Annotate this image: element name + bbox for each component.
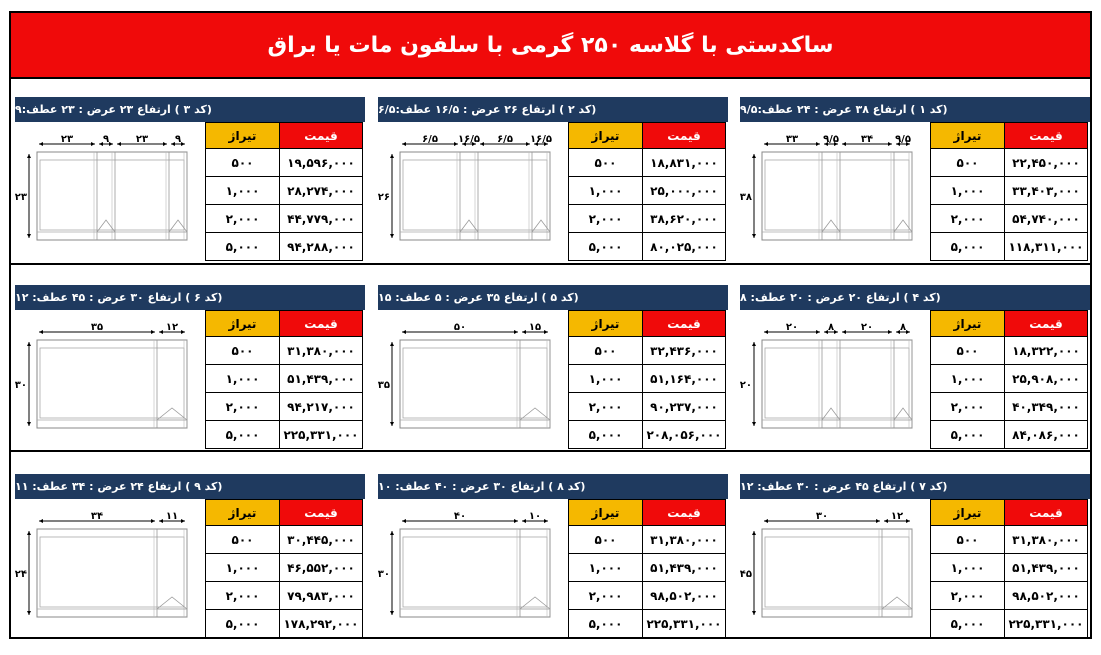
quantity-header: تیراژ xyxy=(931,123,1005,149)
quantity-cell: ۲,۰۰۰ xyxy=(206,582,280,610)
dieline-svg xyxy=(15,501,205,642)
width-dimension-label: ۱۰ xyxy=(528,511,542,522)
quantity-cell: ۵,۰۰۰ xyxy=(569,421,643,449)
price-cell: ۴۰,۳۴۹,۰۰۰ xyxy=(1005,393,1088,421)
dieline-svg xyxy=(378,124,568,265)
table-row xyxy=(569,205,726,233)
quantity-cell: ۱,۰۰۰ xyxy=(931,554,1005,582)
price-cell: ۲۰۸,۰۵۶,۰۰۰ xyxy=(643,421,726,449)
dieline-svg xyxy=(740,124,930,265)
quantity-cell: ۵۰۰ xyxy=(931,337,1005,365)
width-dimension-label: ۱۶/۵ xyxy=(458,134,480,145)
quantity-header: تیراژ xyxy=(931,500,1005,526)
product-card xyxy=(740,97,1090,265)
price-cell: ۵۱,۱۶۴,۰۰۰ xyxy=(643,365,726,393)
table-row xyxy=(206,337,363,365)
table-row xyxy=(206,149,363,177)
product-card xyxy=(378,474,728,642)
price-cell: ۹۴,۲۱۷,۰۰۰ xyxy=(280,393,363,421)
width-dimension-label: ۵۰ xyxy=(453,322,467,333)
quantity-header: تیراژ xyxy=(206,123,280,149)
product-card xyxy=(15,474,365,642)
width-dimension-label: ۳۴ xyxy=(90,511,104,522)
table-row xyxy=(206,233,363,261)
quantity-cell: ۱,۰۰۰ xyxy=(206,365,280,393)
price-header: قیمت xyxy=(280,123,363,149)
width-dimension-label: ۹ xyxy=(102,134,110,145)
bag-dieline-diagram xyxy=(15,501,205,642)
bag-dieline-diagram xyxy=(378,501,568,642)
card-header xyxy=(378,474,728,499)
quantity-cell: ۵۰۰ xyxy=(931,526,1005,554)
price-header: قیمت xyxy=(643,311,726,337)
price-header: قیمت xyxy=(280,311,363,337)
card-header xyxy=(15,285,365,310)
price-header: قیمت xyxy=(1005,500,1088,526)
price-cell: ۲۲۵,۳۳۱,۰۰۰ xyxy=(1005,610,1088,638)
card-header xyxy=(15,474,365,499)
price-cell: ۵۱,۴۳۹,۰۰۰ xyxy=(1005,554,1088,582)
card-header-text: (کد ۷ ) ارتفاع ۴۵ عرض : ۳۰ عطف: ۱۲ xyxy=(740,480,948,493)
price-header: قیمت xyxy=(643,500,726,526)
quantity-cell: ۵۰۰ xyxy=(206,526,280,554)
price-cell: ۳۱,۳۸۰,۰۰۰ xyxy=(643,526,726,554)
table-row xyxy=(931,233,1088,261)
product-card xyxy=(15,97,365,265)
height-dimension-label: ۳۸ xyxy=(740,192,752,203)
width-dimension-label: ۱۶/۵ xyxy=(530,134,552,145)
width-dimension-label: ۶/۵ xyxy=(497,134,513,145)
width-dimension-label: ۳۵ xyxy=(90,322,104,333)
price-cell: ۳۱,۳۸۰,۰۰۰ xyxy=(280,337,363,365)
bag-dieline-diagram xyxy=(740,312,930,453)
quantity-cell: ۲,۰۰۰ xyxy=(569,393,643,421)
price-cell: ۵۱,۴۳۹,۰۰۰ xyxy=(280,365,363,393)
bag-dieline-diagram xyxy=(15,312,205,453)
price-cell: ۸۰,۰۲۵,۰۰۰ xyxy=(643,233,726,261)
quantity-cell: ۱,۰۰۰ xyxy=(569,365,643,393)
card-header-text: (کد ۲ ) ارتفاع ۲۶ عرض : ۱۶/۵ عطف:۶/۵ xyxy=(378,103,597,116)
quantity-cell: ۵۰۰ xyxy=(569,149,643,177)
price-cell: ۱۸,۳۲۲,۰۰۰ xyxy=(1005,337,1088,365)
height-dimension-label: ۳۵ xyxy=(378,380,390,391)
table-row xyxy=(206,393,363,421)
price-table xyxy=(568,310,726,449)
price-cell: ۹۴,۲۸۸,۰۰۰ xyxy=(280,233,363,261)
price-cell: ۵۱,۴۳۹,۰۰۰ xyxy=(643,554,726,582)
quantity-cell: ۵,۰۰۰ xyxy=(569,233,643,261)
quantity-cell: ۱,۰۰۰ xyxy=(931,177,1005,205)
card-header-text: (کد ۹ ) ارتفاع ۲۴ عرض : ۳۴ عطف: ۱۱ xyxy=(15,480,223,493)
table-row xyxy=(931,177,1088,205)
table-row xyxy=(569,610,726,638)
price-cell: ۲۲۵,۳۳۱,۰۰۰ xyxy=(643,610,726,638)
table-row xyxy=(931,149,1088,177)
table-row xyxy=(931,526,1088,554)
price-table xyxy=(205,499,363,638)
height-dimension-label: ۲۰ xyxy=(740,380,752,391)
height-dimension-label: ۲۶ xyxy=(378,192,390,203)
quantity-cell: ۵,۰۰۰ xyxy=(569,610,643,638)
product-card xyxy=(740,474,1090,642)
quantity-header: تیراژ xyxy=(569,500,643,526)
quantity-header: تیراژ xyxy=(931,311,1005,337)
quantity-cell: ۵۰۰ xyxy=(931,149,1005,177)
quantity-cell: ۵,۰۰۰ xyxy=(206,610,280,638)
table-row xyxy=(569,149,726,177)
price-table xyxy=(568,499,726,638)
price-header: قیمت xyxy=(280,500,363,526)
width-dimension-label: ۳۳ xyxy=(785,134,799,145)
price-cell: ۲۲,۴۵۰,۰۰۰ xyxy=(1005,149,1088,177)
width-dimension-label: ۹ xyxy=(174,134,182,145)
price-cell: ۸۴,۰۸۶,۰۰۰ xyxy=(1005,421,1088,449)
bag-dieline-diagram xyxy=(740,501,930,642)
card-header xyxy=(740,474,1090,499)
price-cell: ۱۸,۸۳۱,۰۰۰ xyxy=(643,149,726,177)
quantity-cell: ۵۰۰ xyxy=(206,337,280,365)
quantity-cell: ۲,۰۰۰ xyxy=(931,205,1005,233)
quantity-cell: ۲,۰۰۰ xyxy=(206,393,280,421)
price-cell: ۳۳,۴۰۳,۰۰۰ xyxy=(1005,177,1088,205)
price-header: قیمت xyxy=(643,123,726,149)
width-dimension-label: ۱۲ xyxy=(165,322,179,333)
price-cell: ۱۱۸,۳۱۱,۰۰۰ xyxy=(1005,233,1088,261)
price-cell: ۲۵,۰۰۰,۰۰۰ xyxy=(643,177,726,205)
bag-dieline-diagram xyxy=(15,124,205,265)
price-table xyxy=(930,499,1088,638)
width-dimension-label: ۳۰ xyxy=(815,511,829,522)
card-header xyxy=(378,285,728,310)
table-row xyxy=(931,582,1088,610)
quantity-cell: ۲,۰۰۰ xyxy=(931,582,1005,610)
quantity-cell: ۱,۰۰۰ xyxy=(206,177,280,205)
width-dimension-label: ۲۳ xyxy=(60,134,74,145)
width-dimension-label: ۹/۵ xyxy=(895,134,911,145)
product-card xyxy=(378,285,728,453)
price-cell: ۵۴,۷۴۰,۰۰۰ xyxy=(1005,205,1088,233)
quantity-cell: ۵,۰۰۰ xyxy=(931,610,1005,638)
table-row xyxy=(206,365,363,393)
card-header-text: (کد ۸ ) ارتفاع ۳۰ عرض : ۴۰ عطف: ۱۰ xyxy=(378,480,586,493)
price-cell: ۷۹,۹۸۳,۰۰۰ xyxy=(280,582,363,610)
product-card xyxy=(15,285,365,453)
quantity-cell: ۱,۰۰۰ xyxy=(931,365,1005,393)
price-cell: ۳۲,۴۳۶,۰۰۰ xyxy=(643,337,726,365)
price-table xyxy=(568,122,726,261)
price-cell: ۹۸,۵۰۲,۰۰۰ xyxy=(643,582,726,610)
width-dimension-label: ۳۴ xyxy=(860,134,874,145)
quantity-cell: ۱,۰۰۰ xyxy=(569,554,643,582)
height-dimension-label: ۲۴ xyxy=(15,569,27,580)
width-dimension-label: ۸ xyxy=(827,322,835,333)
quantity-cell: ۲,۰۰۰ xyxy=(569,582,643,610)
width-dimension-label: ۱۵ xyxy=(528,322,542,333)
table-row xyxy=(569,526,726,554)
table-row xyxy=(569,177,726,205)
width-dimension-label: ۱۲ xyxy=(890,511,904,522)
table-row xyxy=(931,610,1088,638)
quantity-header: تیراژ xyxy=(206,311,280,337)
quantity-cell: ۱,۰۰۰ xyxy=(569,177,643,205)
price-cell: ۹۸,۵۰۲,۰۰۰ xyxy=(1005,582,1088,610)
dieline-svg xyxy=(740,312,930,453)
height-dimension-label: ۳۰ xyxy=(15,380,27,391)
card-header xyxy=(15,97,365,122)
width-dimension-label: ۶/۵ xyxy=(422,134,438,145)
width-dimension-label: ۹/۵ xyxy=(823,134,839,145)
quantity-cell: ۵۰۰ xyxy=(569,526,643,554)
quantity-header: تیراژ xyxy=(206,500,280,526)
table-row xyxy=(206,177,363,205)
product-card xyxy=(378,97,728,265)
table-row xyxy=(931,205,1088,233)
quantity-cell: ۵۰۰ xyxy=(569,337,643,365)
table-row xyxy=(206,421,363,449)
table-row xyxy=(931,421,1088,449)
table-row xyxy=(931,393,1088,421)
card-header-text: (کد ۴ ) ارتفاع ۲۰ عرض : ۲۰ عطف: ۸ xyxy=(740,291,941,304)
card-header xyxy=(378,97,728,122)
price-header: قیمت xyxy=(1005,123,1088,149)
table-row xyxy=(206,526,363,554)
card-header-text: (کد ۱ ) ارتفاع ۳۸ عرض : ۲۴ عطف:۹/۵ xyxy=(740,103,948,116)
price-table xyxy=(930,122,1088,261)
bag-dieline-diagram xyxy=(378,312,568,453)
quantity-cell: ۵,۰۰۰ xyxy=(931,233,1005,261)
price-header: قیمت xyxy=(1005,311,1088,337)
width-dimension-label: ۲۰ xyxy=(860,322,874,333)
table-row xyxy=(206,205,363,233)
price-cell: ۹۰,۲۳۷,۰۰۰ xyxy=(643,393,726,421)
dieline-svg xyxy=(378,312,568,453)
card-header-text: (کد ۵ ) ارتفاع ۳۵ عرض : ۵ عطف: ۱۵ xyxy=(378,291,579,304)
price-cell: ۴۶,۵۵۲,۰۰۰ xyxy=(280,554,363,582)
price-cell: ۱۹,۵۹۶,۰۰۰ xyxy=(280,149,363,177)
card-header xyxy=(740,285,1090,310)
dieline-svg xyxy=(15,124,205,265)
price-cell: ۳۸,۶۲۰,۰۰۰ xyxy=(643,205,726,233)
table-row xyxy=(569,421,726,449)
quantity-cell: ۲,۰۰۰ xyxy=(569,205,643,233)
price-cell: ۱۷۸,۲۹۲,۰۰۰ xyxy=(280,610,363,638)
dieline-svg xyxy=(740,501,930,642)
price-cell: ۳۱,۳۸۰,۰۰۰ xyxy=(1005,526,1088,554)
price-table xyxy=(930,310,1088,449)
table-row xyxy=(206,554,363,582)
table-row xyxy=(931,337,1088,365)
width-dimension-label: ۱۱ xyxy=(165,511,179,522)
price-cell: ۴۴,۷۷۹,۰۰۰ xyxy=(280,205,363,233)
price-cell: ۲۲۵,۳۳۱,۰۰۰ xyxy=(280,421,363,449)
width-dimension-label: ۲۳ xyxy=(135,134,149,145)
card-header-text: (کد ۶ ) ارتفاع ۳۰ عرض : ۴۵ عطف: ۱۲ xyxy=(15,291,223,304)
height-dimension-label: ۳۰ xyxy=(378,569,390,580)
table-row xyxy=(569,582,726,610)
quantity-cell: ۵,۰۰۰ xyxy=(206,233,280,261)
dieline-svg xyxy=(378,501,568,642)
table-row xyxy=(569,365,726,393)
bag-dieline-diagram xyxy=(740,124,930,265)
quantity-cell: ۵۰۰ xyxy=(206,149,280,177)
quantity-header: تیراژ xyxy=(569,311,643,337)
width-dimension-label: ۴۰ xyxy=(453,511,467,522)
price-cell: ۲۵,۹۰۸,۰۰۰ xyxy=(1005,365,1088,393)
quantity-cell: ۲,۰۰۰ xyxy=(931,393,1005,421)
table-row xyxy=(569,337,726,365)
quantity-cell: ۵,۰۰۰ xyxy=(931,421,1005,449)
table-row xyxy=(206,610,363,638)
price-cell: ۳۰,۴۴۵,۰۰۰ xyxy=(280,526,363,554)
bag-dieline-diagram xyxy=(378,124,568,265)
card-header xyxy=(740,97,1090,122)
product-card xyxy=(740,285,1090,453)
height-dimension-label: ۴۵ xyxy=(740,569,752,580)
width-dimension-label: ۲۰ xyxy=(785,322,799,333)
quantity-cell: ۵,۰۰۰ xyxy=(206,421,280,449)
table-row xyxy=(206,582,363,610)
page-title: ساکدستی با گلاسه ۲۵۰ گرمی با سلفون مات یا براق xyxy=(267,32,834,58)
height-dimension-label: ۲۳ xyxy=(15,192,27,203)
card-header-text: (کد ۳ ) ارتفاع ۲۳ عرض : ۲۳ عطف:۹ xyxy=(15,103,212,116)
price-cell: ۲۸,۲۷۴,۰۰۰ xyxy=(280,177,363,205)
quantity-cell: ۱,۰۰۰ xyxy=(206,554,280,582)
table-row xyxy=(569,554,726,582)
table-row xyxy=(931,554,1088,582)
quantity-cell: ۲,۰۰۰ xyxy=(206,205,280,233)
table-row xyxy=(931,365,1088,393)
table-row xyxy=(569,393,726,421)
width-dimension-label: ۸ xyxy=(899,322,907,333)
price-table xyxy=(205,310,363,449)
dieline-svg xyxy=(15,312,205,453)
table-row xyxy=(569,233,726,261)
quantity-header: تیراژ xyxy=(569,123,643,149)
price-table xyxy=(205,122,363,261)
